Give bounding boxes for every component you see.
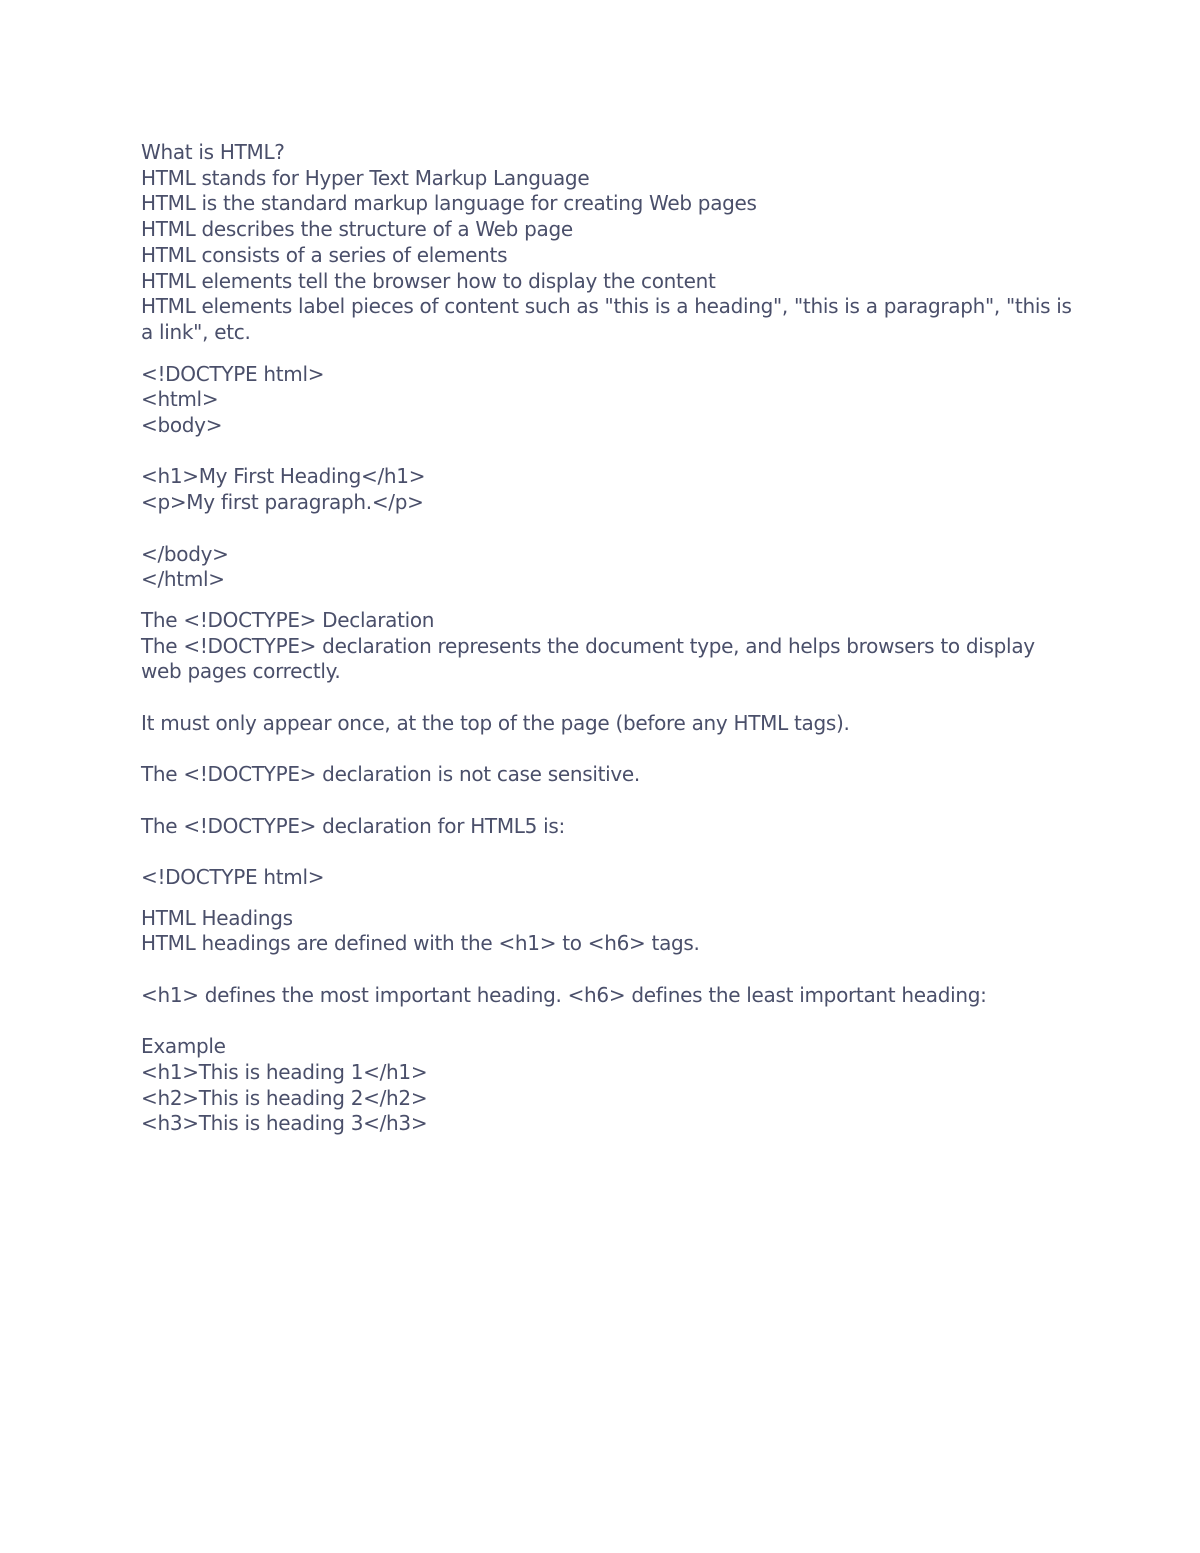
text-line: HTML stands for Hyper Text Markup Language <box>141 165 590 190</box>
code-line: <html> <box>141 387 219 412</box>
code-line: <h1>This is heading 1</h1> <box>141 1059 428 1084</box>
paragraph: <h1> defines the most important heading. <h6> defines the least important heading: <box>141 982 987 1007</box>
text-line: HTML is the standard markup language for creating Web pages <box>141 191 757 216</box>
code-line: </body> <box>141 541 229 566</box>
paragraph: HTML headings are defined with the <h1> to <h6> tags. <box>141 931 700 956</box>
code-line: <p>My first paragraph.</p> <box>141 490 424 515</box>
document-body <box>141 140 1081 1137</box>
section-what-is-html <box>141 140 1081 346</box>
code-line-blank <box>141 439 1081 465</box>
code-line: <h1>My First Heading</h1> <box>141 464 426 489</box>
code-example-basic <box>141 362 1081 593</box>
code-line: <h3>This is heading 3</h3> <box>141 1111 428 1136</box>
section-doctype <box>141 608 1081 891</box>
paragraph: The <!DOCTYPE> declaration is not case sensitive. <box>141 762 640 787</box>
section-title: The <!DOCTYPE> Declaration <box>141 607 435 632</box>
code-line-blank <box>141 516 1081 542</box>
text-line: HTML elements tell the browser how to display the content <box>141 268 716 293</box>
code-line: <h2>This is heading 2</h2> <box>141 1085 428 1110</box>
text-line: HTML elements label pieces of content such as "this is a heading", "this is a paragraph", "this is a link", etc. <box>141 294 1072 344</box>
code-line: <!DOCTYPE html> <box>141 864 325 889</box>
section-title: HTML Headings <box>141 905 293 930</box>
paragraph: The <!DOCTYPE> declaration for HTML5 is: <box>141 813 565 838</box>
section-title: What is HTML? <box>141 140 285 164</box>
text-line: HTML consists of a series of elements <box>141 242 508 267</box>
code-line: <!DOCTYPE html> <box>141 361 325 386</box>
paragraph: It must only appear once, at the top of the page (before any HTML tags). <box>141 710 850 735</box>
section-headings <box>141 906 1081 1137</box>
paragraph: The <!DOCTYPE> declaration represents the document type, and helps browsers to display web pages correctly. <box>141 633 1035 684</box>
example-label: Example <box>141 1034 226 1059</box>
code-line: <body> <box>141 413 223 438</box>
code-line: </html> <box>141 567 225 592</box>
text-line: HTML describes the structure of a Web page <box>141 217 573 242</box>
